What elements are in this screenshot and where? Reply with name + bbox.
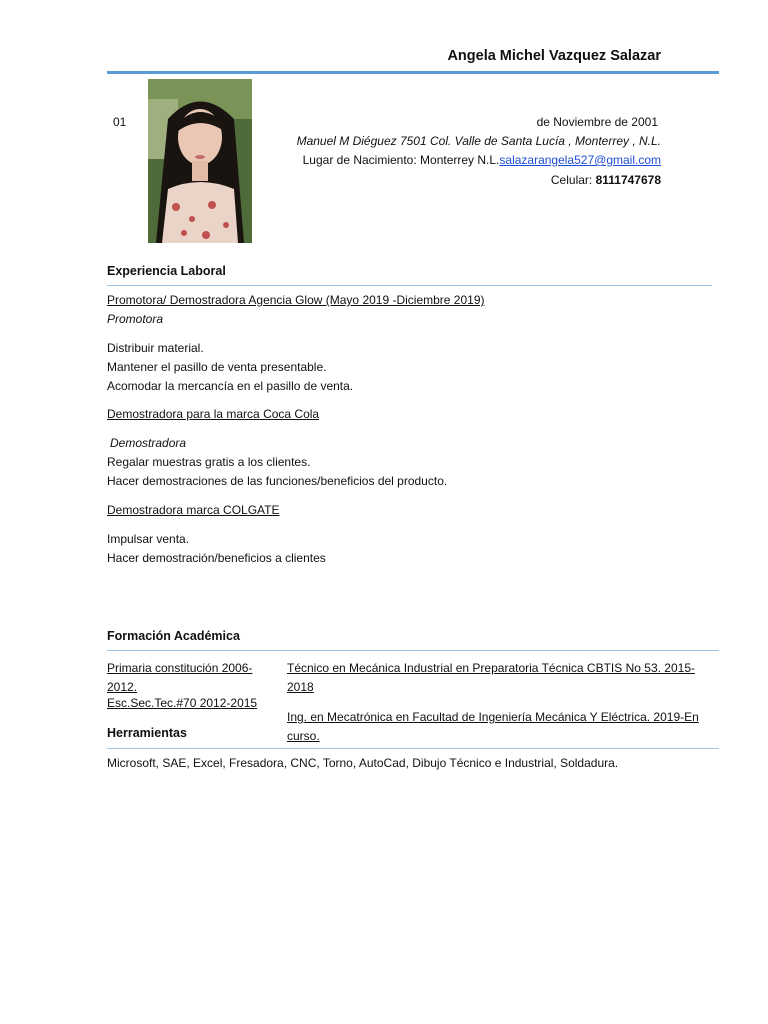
education-heading: Formación Académica xyxy=(107,629,240,643)
tools-divider xyxy=(107,748,719,749)
email-link[interactable]: salazarangela527@gmail.com xyxy=(499,153,661,167)
phone-number: 8111747678 xyxy=(595,173,661,187)
header-divider xyxy=(107,71,719,74)
job-duty: Hacer demostración/beneficios a clientes xyxy=(107,551,326,565)
job-title: Promotora/ Demostradora Agencia Glow (Mayo 2019 -Diciembre 2019) xyxy=(107,293,485,307)
job-duty: Hacer demostraciones de las funciones/beneficios del producto. xyxy=(107,474,448,488)
education-entry: Primaria constitución 2006-2012. xyxy=(107,661,253,694)
phone-label: Celular: xyxy=(550,173,596,187)
profile-photo xyxy=(148,79,252,243)
education-entry: Técnico en Mecánica Industrial en Preparatoria Técnica CBTIS No 53. 2015-2018 xyxy=(287,661,695,694)
job-duty: Acomodar la mercancía en el pasillo de venta. xyxy=(107,379,354,393)
experience-divider xyxy=(107,285,712,286)
job-duty: Distribuir material. xyxy=(107,341,204,355)
tools-list: Microsoft, SAE, Excel, Fresadora, CNC, Torno, AutoCad, Dibujo Técnico e Industrial, Soldadura. xyxy=(107,756,619,770)
experience-heading: Experiencia Laboral xyxy=(107,264,226,278)
birth-day: 01 xyxy=(113,115,127,129)
job-duty: Impulsar venta. xyxy=(107,532,190,546)
birthplace: Lugar de Nacimiento: Monterrey N.L. xyxy=(302,153,500,167)
education-entry: Esc.Sec.Tec.#70 2012-2015 xyxy=(107,696,258,710)
phone-line xyxy=(551,173,661,187)
candidate-name: Angela Michel Vazquez Salazar xyxy=(447,48,661,64)
tools-heading: Herramientas xyxy=(107,726,187,740)
job-duty: Regalar muestras gratis a los clientes. xyxy=(107,455,311,469)
job-role: Demostradora xyxy=(110,436,187,450)
education-divider xyxy=(107,650,719,651)
birth-date: de Noviembre de 2001 xyxy=(536,115,658,129)
job-role: Promotora xyxy=(107,312,164,326)
job-duty: Mantener el pasillo de venta presentable. xyxy=(107,360,327,374)
job-title: Demostradora para la marca Coca Cola xyxy=(107,407,320,421)
job-title: Demostradora marca COLGATE xyxy=(107,503,280,517)
address: Manuel M Diéguez 7501 Col. Valle de Santa Lucía , Monterrey , N.L. xyxy=(296,134,661,148)
education-entry: Ing. en Mecatrónica en Facultad de Ingeniería Mecánica Y Eléctrica. 2019-En curso. xyxy=(287,710,699,743)
birthplace-email-line xyxy=(303,153,661,167)
